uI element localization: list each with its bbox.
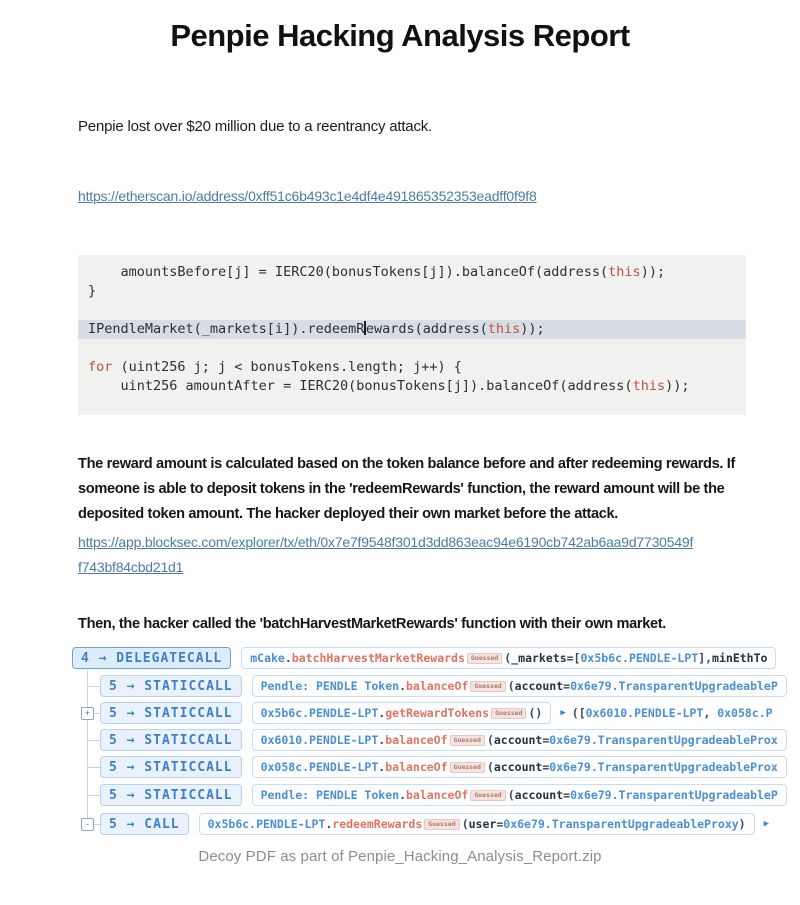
analysis-paragraph [78,452,735,527]
guessed-signature-badge: Guessed [450,735,485,746]
trace-row [100,701,773,725]
expander-icon: - [81,818,94,831]
expander-icon: + [81,707,94,720]
call-type-badge: 5 → STATICCALL [100,756,242,778]
etherscan-link[interactable]: https://etherscan.io/address/0xff51c6b493c1e4df4e491865352353eadff0f9f8 [78,188,537,204]
then-text: Then, the hacker called the 'batchHarvestMarketRewards' function with their own market. [78,616,666,632]
code-line [78,339,746,358]
tree-connector-tick [87,795,100,796]
code-line: } [88,283,97,299]
call-trace-viewer [60,646,800,844]
trace-call-box: 0x5b6c.PENDLE-LPT . getRewardTokens Guessed () [252,702,552,724]
paragraph-line: someone is able to deposit tokens in the 'redeemRewards' function, the reward amount will be the [78,481,725,497]
trace-call-box: Pendle: PENDLE Token . balanceOf Guessed ( account = 0x6e79.TransparentUpgradeableP [252,784,787,806]
code-line: amountsBefore[j] = IERC20(bonusTokens[j]).balanceOf(address(this)); [88,264,666,280]
code-line: uint256 amountAfter = IERC20(bonusTokens[j]).balanceOf(address(this)); [88,378,690,394]
code-line [78,301,746,320]
tree-connector-tick [87,740,100,741]
guessed-signature-badge: Guessed [470,681,505,692]
return-value-text: ([0x6010.PENDLE-LPT, 0x058c.P [571,706,773,720]
call-type-badge: 5 → STATICCALL [100,784,242,806]
guessed-signature-badge: Guessed [424,819,459,830]
trace-call-box: Pendle: PENDLE Token . balanceOf Guessed ( account = 0x6e79.TransparentUpgradeableP [252,675,787,697]
intro-text: Penpie lost over $20 million due to a reentrancy attack. [78,118,433,135]
tree-connector-tick [87,767,100,768]
call-type-badge: 5 → STATICCALL [100,675,242,697]
tree-connector-tick [87,686,100,687]
guessed-signature-badge: Guessed [470,790,505,801]
trace-call-box: 0x058c.PENDLE-LPT . balanceOf Guessed ( account = 0x6e79.TransparentUpgradeableProx [252,756,787,778]
guessed-signature-badge: Guessed [467,653,502,664]
trace-call-box: 0x5b6c.PENDLE-LPT . redeemRewards Guessed ( user = 0x6e79.TransparentUpgradeableProxy ) [199,813,755,835]
code-editor-screenshot [78,255,746,415]
play-icon: ▶ [763,819,770,829]
call-type-badge: 5 → CALL [100,813,189,835]
call-type-badge: 4 → DELEGATECALL [72,647,231,669]
trace-row [100,728,787,752]
guessed-signature-badge: Guessed [491,708,526,719]
trace-row [100,783,787,807]
tree-connector-line [87,670,88,825]
trace-call-box: 0x6010.PENDLE-LPT . balanceOf Guessed ( account = 0x6e79.TransparentUpgradeableProx [252,729,787,751]
trace-row [100,812,769,836]
guessed-signature-badge: Guessed [450,762,485,773]
code-line: for (uint256 j; j < bonusTokens.length; j++) { [88,359,462,375]
play-icon: ▶ [560,708,566,718]
call-type-badge: 5 → STATICCALL [100,702,242,724]
blocksec-explorer-link[interactable]: https://app.blocksec.com/explorer/tx/eth/0x7e7f9548f301d3dd863eac94e6190cb742ab6aa9d7730549f f743bf84cbd21d1 [78,534,694,575]
paragraph-line: The reward amount is calculated based on the token balance before and after redeeming rewards. If [78,456,736,472]
trace-row [100,755,787,779]
call-type-badge: 5 → STATICCALL [100,729,242,751]
page-title: Penpie Hacking Analysis Report [170,18,630,53]
decoy-caption: Decoy PDF as part of Penpie_Hacking_Analysis_Report.zip [198,848,602,865]
trace-call-box: mCake . batchHarvestMarketRewards Guessed ( _markets =[ 0x5b6c.PENDLE-LPT ], minEthTo [241,647,776,669]
paragraph-line: deposited token amount. The hacker deployed their own market before the attack. [78,506,619,522]
trace-row [72,646,776,670]
highlighted-code-line: IPendleMarket(_markets[i]).redeemR ewards(address(this)); [78,320,746,339]
trace-row [100,674,787,698]
